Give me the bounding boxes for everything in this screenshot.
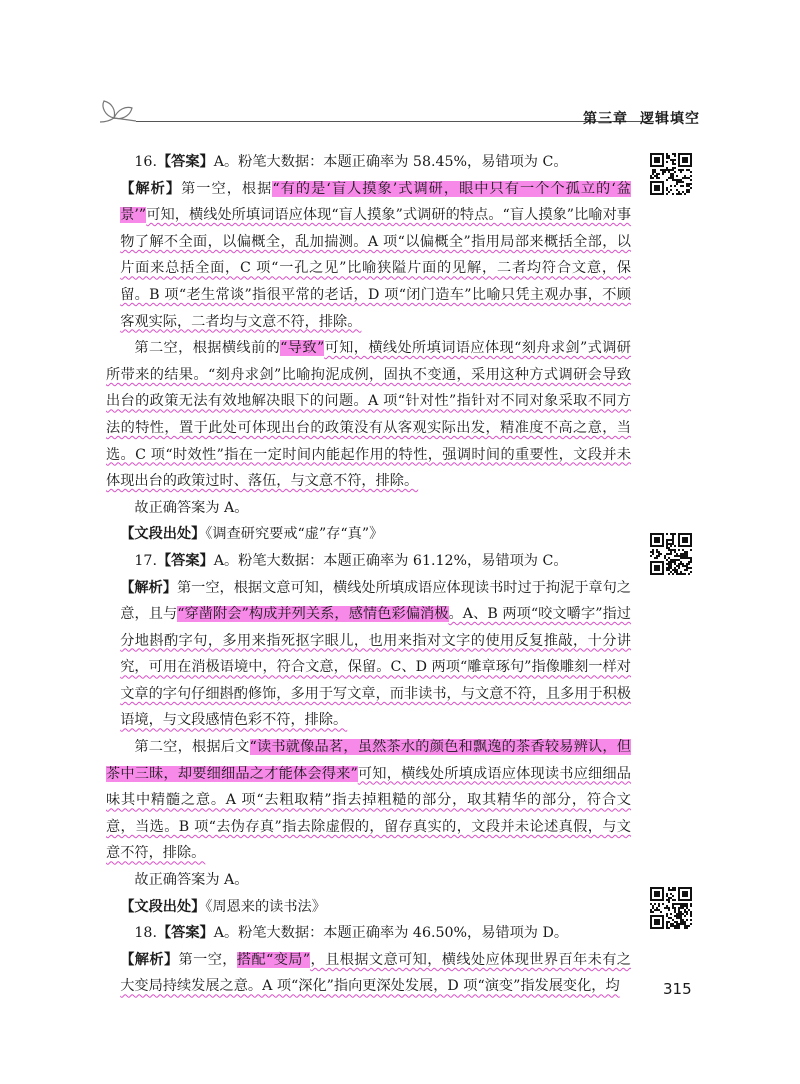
q18-number: 18. [134, 925, 157, 942]
analysis-label: 【解析】 [120, 180, 182, 197]
chapter-title: 逻辑填空 [640, 111, 700, 127]
qr-code-icon[interactable] [649, 532, 693, 576]
underlined-text: 可知，横线处所填词语应体现“盲人摸象”式调研的特点。“盲人摸象”比喻对事物了解不全面，以偏概全，乱加揣测。A 项“以偏概全”指用局部来概括全部，以片面来总括全面，C 项“一孔之见”比喻狭隘片面的见解，二者均符合文意，保留。B 项“老生常谈”指很平常的老话，D 项“闭门造车”比喻只凭主观办事，不顾客观实际，二者均与文意不符，排除。 [120, 207, 632, 330]
qr-pattern [649, 152, 693, 196]
chapter-number: 第三章 [583, 111, 628, 127]
q16-source-title: 《调查研究要戒“虚”存“真”》 [205, 526, 384, 543]
highlight: “有的是‘盲人摸象’式调研，眼中只有一个个孤立的‘盆景’” [120, 180, 631, 224]
highlight: “读书就像品茗，虽然茶水的颜色和飘逸的茶香较易辨认，但茶中三昧，却要细细品之才能体会得来” [106, 739, 631, 782]
analysis-label: 【解析】 [120, 579, 177, 596]
q16-number: 16. [134, 154, 157, 170]
chapter-heading [583, 108, 700, 128]
qr-code-icon[interactable] [649, 152, 693, 196]
underlined-text: 。A、B 两项“咬文嚼字”指过分地斟酌字句，多用来指死抠字眼儿，也用来指对文字的使用反复推敲，十分讲究，可用在消极语境中，符合文意，保留。C、D 两项“雕章琢句”指像雕刻一样对文章的字句仔细斟酌修饰，多用于写文章，而非读书，与文意不符，且多用于积极语境，与文段感情色彩不符，排除。 [120, 606, 631, 729]
qr-pattern [649, 886, 693, 930]
q16-analysis-p1: 【解析】第一空，根据“有的是‘盲人摸象’式调研，眼中只有一个个孤立的‘盆景’”可知，横线处所填词语应体现“盲人摸象”式调研的特点。“盲人摸象”比喻对事物了解不全面，以偏概全，乱加揣测。A 项“以偏概全”指用局部来概括全部，以片面来总括全面，C 项“一孔之见”比喻狭隘片面的见解，二者均符合文意，保留。B 项“老生常谈”指很平常的老话，D 项“闭门造车”比喻只凭主观办事，不顾客观实际，二者均与文意不符，排除。 [120, 180, 632, 330]
highlight: “穿凿附会”构成并列关系，感情色彩偏消极 [177, 606, 449, 623]
highlight: 搭配“变局” [236, 951, 311, 968]
q18-answer-line [106, 920, 631, 947]
answer-label: 【答案】 [156, 552, 214, 569]
q18-analysis-p1: 【解析】第一空，搭配“变局”，且根据文意可知，横线处应体现世界百年未有之大变局持续发展之意。A 项“深化”指向更深处发展，D 项“演变”指发展变化，均 [120, 951, 631, 995]
leaf-icon [96, 96, 136, 128]
q17-analysis-p1: 【解析】第一空，根据文意可知，横线处所填成语应体现读书时过于拘泥于章句之意，且与“穿凿附会”构成并列关系，感情色彩偏消极。A、B 两项“咬文嚼字”指过分地斟酌字句，多用来指死抠字眼儿，也用来指对文字的使用反复推敲，十分讲究，可用在消极语境中，符合文意，保留。C、D 两项“雕章琢句”指像雕刻一样对文章的字句仔细斟酌修饰，多用于写文章，而非读书，与文意不符，且多用于积极语境，与文段感情色彩不符，排除。 [120, 579, 631, 729]
underlined-text: 可知，横线处所填成语应体现读书应细细品味其中精髓之意。A 项“去粗取精”指去掉粗糙的部分，取其精华的部分，符合文意，当选。B 项“去伪存真”指去除虚假的，留存真实的，文段并未论述真假，与文意不符，排除。 [106, 765, 631, 862]
qr-code-icon[interactable] [649, 886, 693, 930]
qr-pattern [649, 532, 693, 576]
q17-answer-line [106, 548, 631, 575]
q16-answer-text: A。粉笔大数据：本题正确率为 58.45%，易错项为 C。 [213, 154, 568, 170]
q17-source-title: 《周恩来的读书法》 [205, 898, 326, 915]
page-header [96, 96, 700, 130]
q17-answer-text: A。粉笔大数据：本题正确率为 61.12%，易错项为 C。 [213, 552, 568, 569]
analysis-label: 【解析】 [120, 951, 179, 968]
q17-number: 17. [134, 552, 157, 569]
answer-label: 【答案】 [156, 154, 214, 170]
page-number: 315 [663, 980, 692, 998]
q17-source [106, 894, 631, 921]
q16-conclusion: 故正确答案为 A。 [134, 499, 249, 516]
source-label: 【文段出处】 [120, 898, 206, 915]
highlight: “导致” [280, 340, 325, 357]
q16-answer-line [106, 149, 631, 176]
q17-analysis-p2: 第二空，根据后文“读书就像品茗，虽然茶水的颜色和飘逸的茶香较易辨认，但茶中三昧，却要细细品之才能体会得来”可知，横线处所填成语应体现读书应细细品味其中精髓之意。A 项“去粗取精”指去掉粗糙的部分，取其精华的部分，符合文意，当选。B 项“去伪存真”指去除虚假的，留存真实的，文段并未论述真假，与文意不符，排除。 [106, 739, 631, 862]
source-label: 【文段出处】 [120, 526, 206, 543]
answer-explanations [106, 149, 631, 1000]
underlined-text: ，且根据文意可知，横线处应体现世界百年未有之大变局持续发展之意。A 项“深化”指向更深处发展，D 项“演变”指发展变化，均 [120, 951, 631, 995]
q16-source [106, 521, 631, 548]
header-rule [136, 121, 654, 122]
q18-answer-text: A。粉笔大数据：本题正确率为 46.50%，易错项为 D。 [213, 925, 569, 942]
q16-analysis-p2: 第二空，根据横线前的“导致”可知，横线处所填词语应体现“刻舟求剑”式调研所带来的结果。“刻舟求剑”比喻拘泥成例，固执不变通，采用这种方式调研会导致出台的政策无法有效地解决眼下的问题。A 项“针对性”指针对不同对象采取不同方法的特性，置于此处可体现出台的政策没有从客观实际出发，精准度不高之意，当选。C 项“时效性”指在一定时间内能起作用的特性，强调时间的重要性，文段并未体现出台的政策过时、落伍，与文意不符，排除。 [106, 340, 631, 490]
answer-label: 【答案】 [156, 925, 214, 942]
q17-conclusion: 故正确答案为 A。 [134, 872, 249, 889]
underlined-text: 可知，横线处所填词语应体现“刻舟求剑”式调研所带来的结果。“刻舟求剑”比喻拘泥成例，固执不变通，采用这种方式调研会导致出台的政策无法有效地解决眼下的问题。A 项“针对性”指针对不同对象采取不同方法的特性，置于此处可体现出台的政策没有从客观实际出发，精准度不高之意，当选。C 项“时效性”指在一定时间内能起作用的特性，强调时间的重要性，文段并未体现出台的政策过时、落伍，与文意不符，排除。 [106, 340, 631, 490]
